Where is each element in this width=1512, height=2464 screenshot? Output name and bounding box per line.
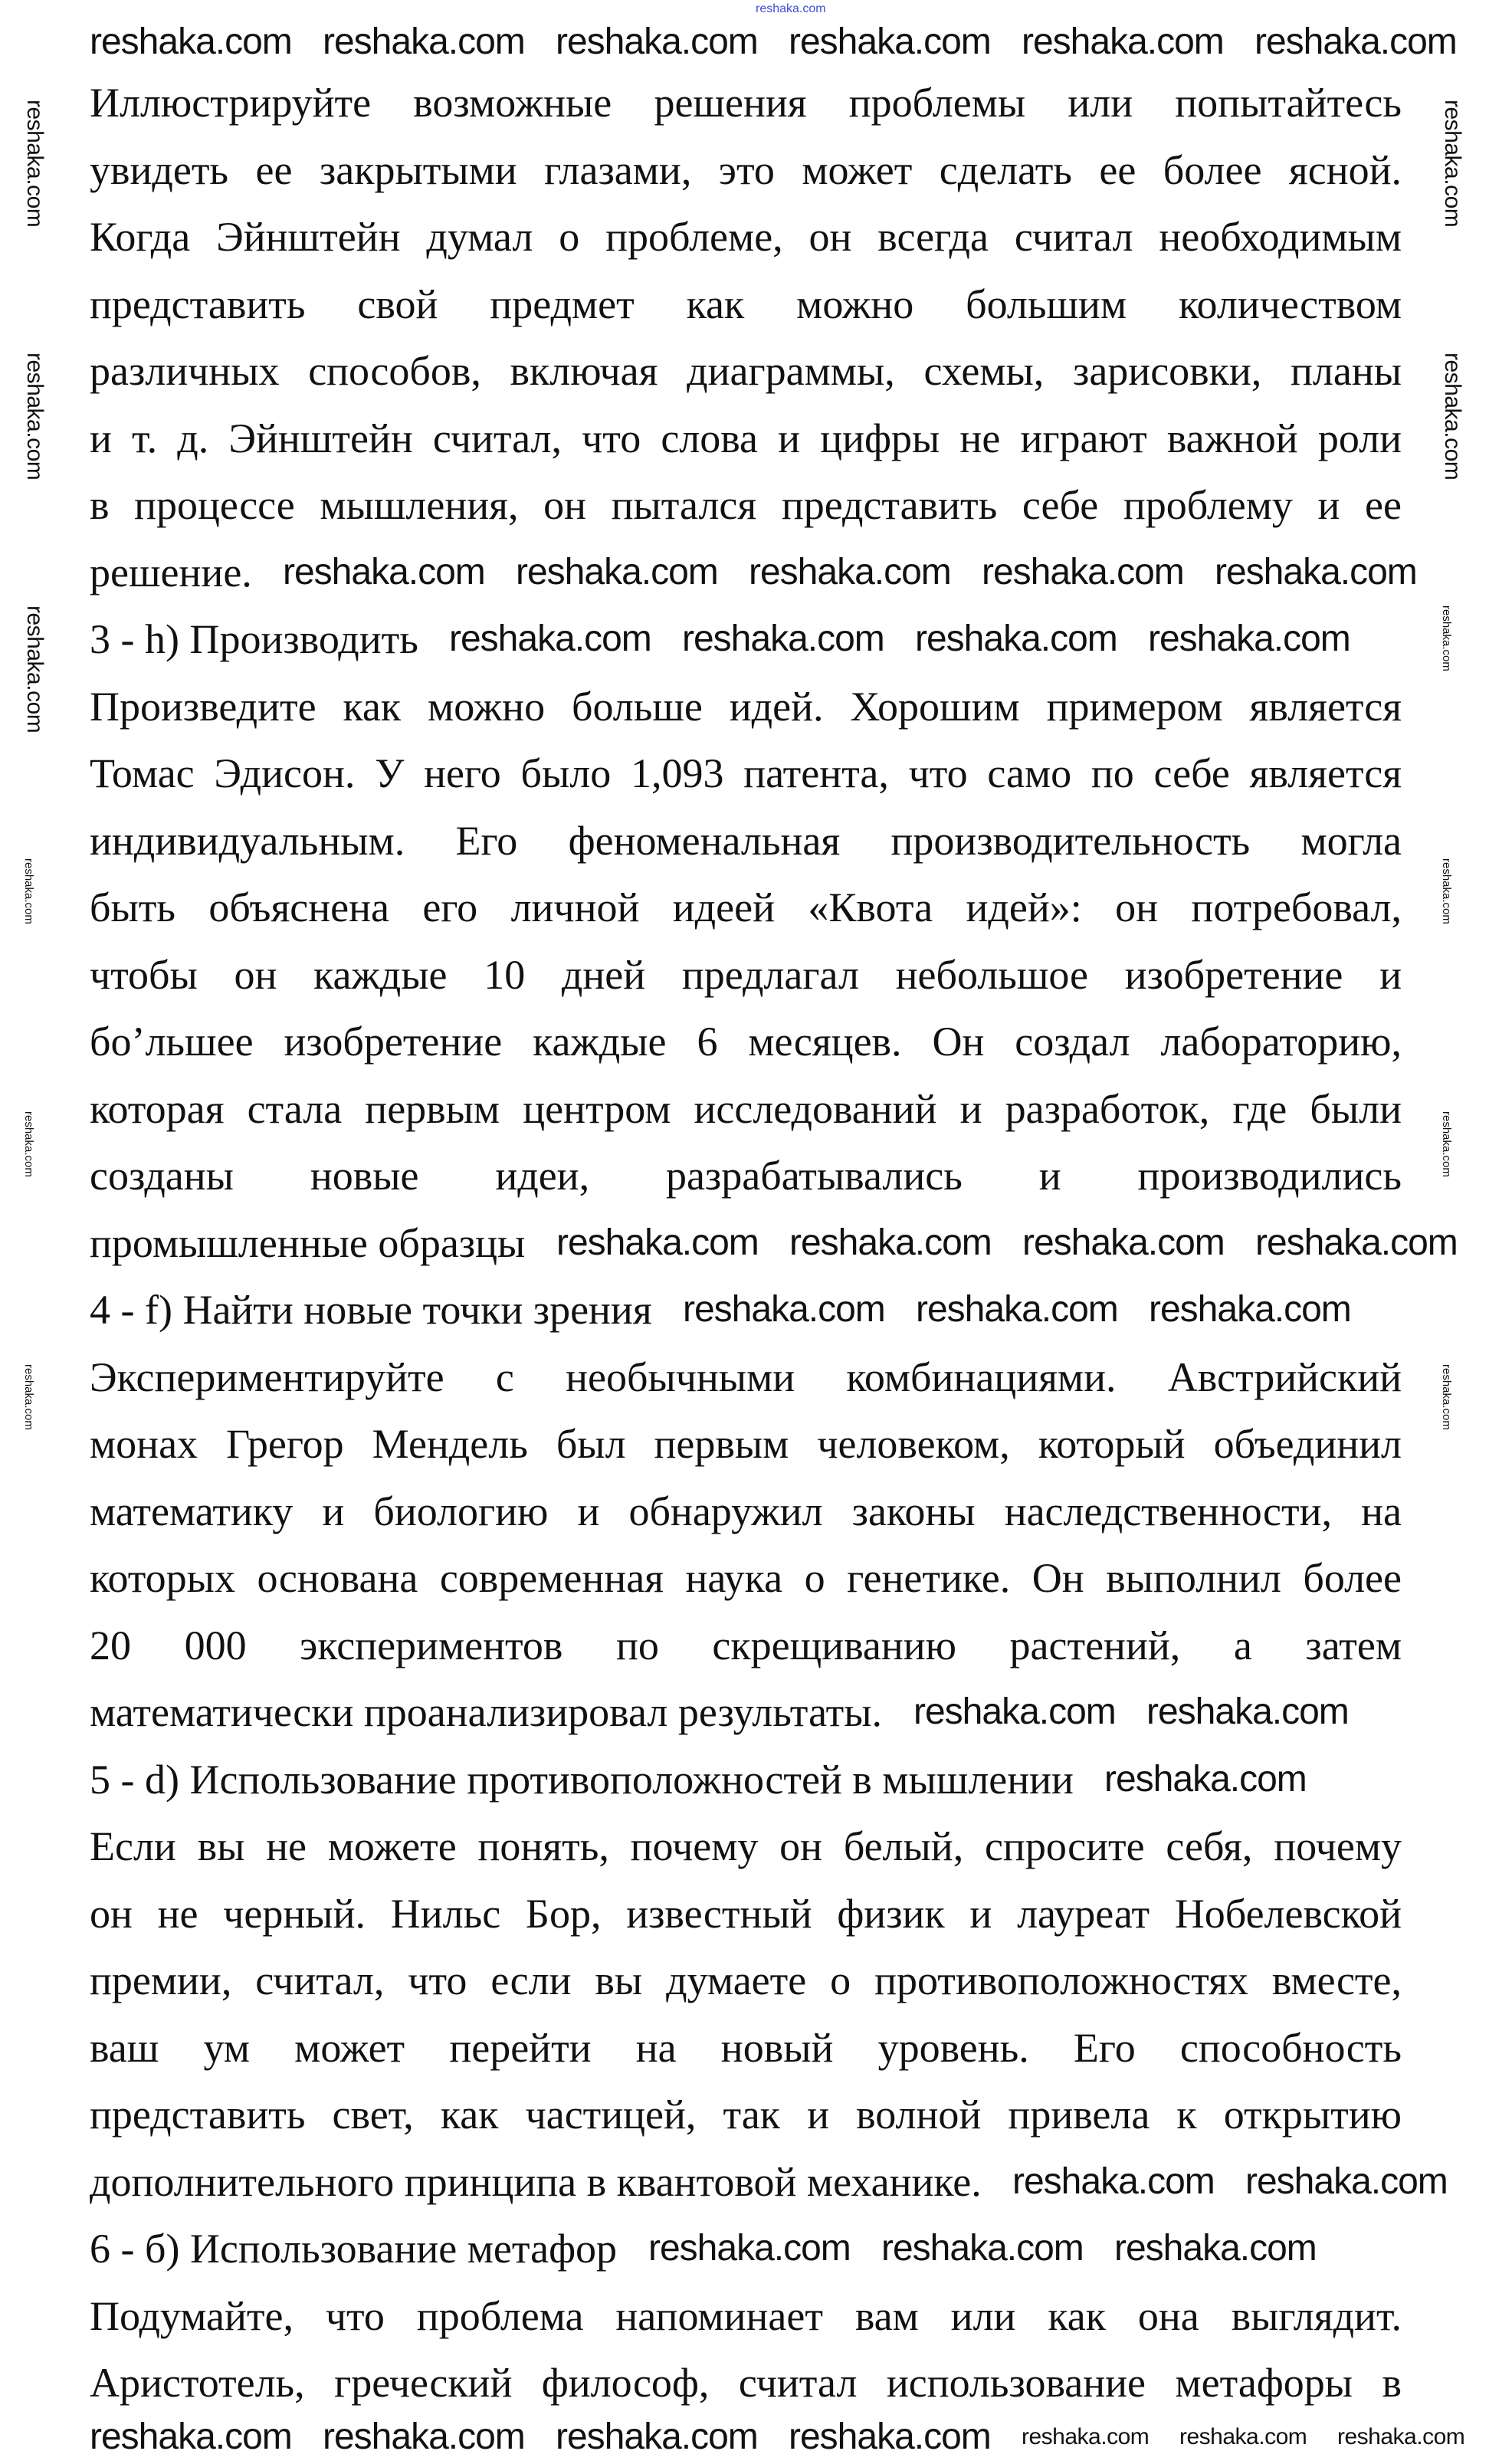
watermark: reshaka.com [1022,21,1224,62]
section-heading: 4 - f) Найти новые точки зрения [90,1287,652,1333]
text-line: Когда Эйнштейн думал о проблеме, он всегда считал необходимым [90,214,1402,260]
watermark: reshaka.com [1245,2161,1448,2202]
text-line: представить свет, как частицей, так и волной привела к открытию [90,2092,1402,2138]
watermark: reshaka.com [648,2228,851,2269]
text-line: в процессе мышления, он пытался представить себе проблему и ее [90,482,1402,528]
text-line: монах Грегор Мендель был первым человеком, который объединил [90,1421,1402,1467]
watermark: reshaka.com [682,618,884,659]
watermark: reshaka.com [449,618,651,659]
watermark: reshaka.com [1179,2424,1307,2449]
text-line: Аристотель, греческий философ, считал использование метафоры в [90,2360,1402,2406]
watermark: reshaka.com [982,551,1184,592]
text-line: и т. д. Эйнштейн считал, что слова и цифры не играют важной роли [90,415,1402,461]
text-line: увидеть ее закрытыми глазами, это может сделать ее более ясной. [90,146,1402,193]
watermark: reshaka.com [915,618,1117,659]
watermark: reshaka.com [90,2416,292,2457]
watermark: reshaka.com [749,551,951,592]
watermark: reshaka.com [22,100,48,228]
watermark: reshaka.com [22,858,35,924]
watermark: reshaka.com [1255,21,1457,62]
text-line: которая стала первым центром исследований и разработок, где были [90,1085,1402,1132]
watermark: reshaka.com [556,1222,759,1263]
watermark: reshaka.com [1022,2424,1150,2449]
text-line: Произведите как можно больше идей. Хорошим примером является [90,683,1402,730]
section-heading: 3 - h) Производить [90,616,418,662]
text-line: математику и биологию и обнаружил законы наследственности, на [90,1488,1402,1534]
section-heading: 6 - б) Использование метафор [90,2226,618,2272]
watermark: reshaka.com [916,1289,1118,1330]
watermark: reshaka.com [1146,1691,1349,1732]
text-line: чтобы он каждые 10 дней предлагал небольшое изобретение и [90,951,1402,998]
watermark: reshaka.com [789,1222,992,1263]
text-line: решение. [90,549,252,595]
header-watermark: reshaka.com [756,2,826,15]
watermark: reshaka.com [789,21,991,62]
watermark: reshaka.com [1114,2228,1317,2269]
watermark: reshaka.com [1440,100,1465,228]
text-line: представить свой предмет как можно большим количеством [90,281,1402,327]
watermark: reshaka.com [1149,1289,1351,1330]
text-line: Если вы не можете понять, почему он белый, спросите себя, почему [90,1823,1402,1869]
text-line: премии, считал, что если вы думаете о противоположностях вместе, [90,1957,1402,2003]
text-line: он не черный. Нильс Бор, известный физик и лауреат Нобелевской [90,1890,1402,1937]
text-line: Экспериментируйте с необычными комбинациями. Австрийский [90,1353,1402,1400]
watermark: reshaka.com [1337,2424,1465,2449]
watermark: reshaka.com [22,1364,35,1430]
watermark: reshaka.com [1022,1222,1225,1263]
watermark: reshaka.com [1104,1758,1307,1800]
watermark: reshaka.com [22,353,48,481]
watermark: reshaka.com [1440,1364,1453,1430]
watermark: reshaka.com [1012,2161,1215,2202]
watermark: reshaka.com [1215,551,1417,592]
watermark: reshaka.com [1440,1111,1453,1177]
watermark: reshaka.com [90,21,292,62]
text-line: которых основана современная наука о генетике. Он выполнил более [90,1555,1402,1601]
text-line: промышленные образцы [90,1219,526,1266]
watermark: reshaka.com [323,2416,525,2457]
text-line: индивидуальным. Его феноменальная производительность могла [90,817,1402,864]
watermark: reshaka.com [1440,858,1453,924]
text-line: Подумайте, что проблема напоминает вам или как она выглядит. [90,2292,1402,2339]
text-line: ваш ум может перейти на новый уровень. Его способность [90,2024,1402,2071]
section-heading: 5 - d) Использование противоположностей в мышлении [90,1756,1074,1803]
watermark: reshaka.com [556,2416,758,2457]
watermark: reshaka.com [283,551,485,592]
text-line: 20 000 экспериментов по скрещиванию растений, а затем [90,1622,1402,1668]
text-line: бо’льшее изобретение каждые 6 месяцев. Он создал лабораторию, [90,1019,1402,1065]
watermark: reshaka.com [22,1111,35,1177]
watermark: reshaka.com [1440,353,1465,481]
watermark: reshaka.com [1255,1222,1458,1263]
watermark: reshaka.com [1440,605,1453,671]
watermark: reshaka.com [22,605,48,733]
watermark: reshaka.com [1148,618,1350,659]
watermark: reshaka.com [789,2416,991,2457]
text-line: различных способов, включая диаграммы, схемы, зарисовки, планы [90,348,1402,394]
text-line: Томас Эдисон. У него было 1,093 патента, что само по себе является [90,750,1402,796]
watermark: reshaka.com [516,551,718,592]
text-line: математически проанализировал результаты. [90,1689,883,1735]
watermark: reshaka.com [683,1289,885,1330]
watermark: reshaka.com [881,2228,1084,2269]
text-line: Иллюстрируйте возможные решения проблемы или попытайтесь [90,80,1402,126]
watermark: reshaka.com [323,21,525,62]
text-line: дополнительного принципа в квантовой механике. [90,2158,982,2205]
text-line: быть объяснена его личной идеей «Квота идей»: он потребовал, [90,884,1402,930]
text-line: созданы новые идеи, разрабатывались и производились [90,1153,1402,1199]
watermark: reshaka.com [913,1691,1116,1732]
watermark: reshaka.com [556,21,758,62]
